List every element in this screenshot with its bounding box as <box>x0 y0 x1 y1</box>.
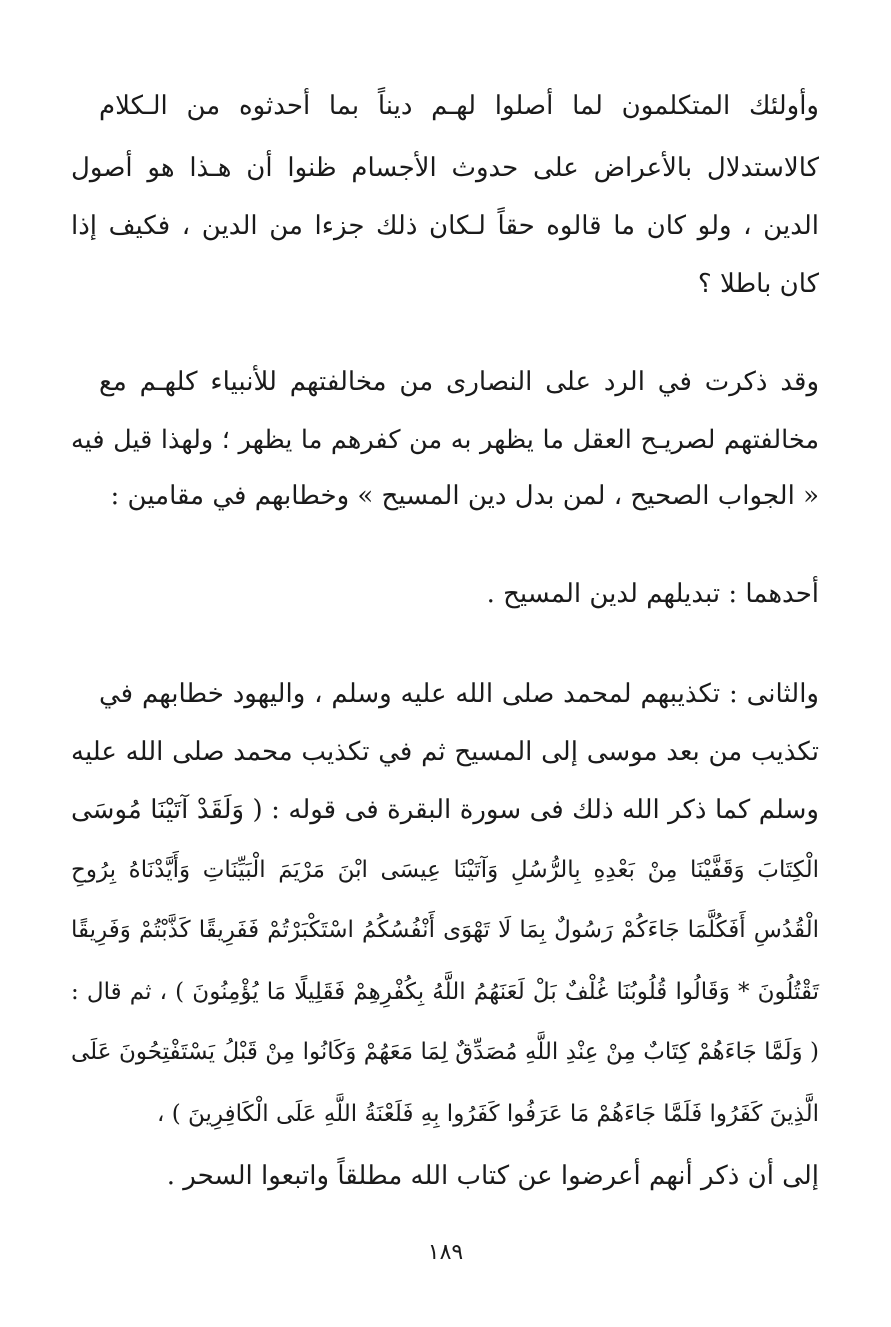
quran-verse-line: الْقُدُسِ أَفَكُلَّمَا جَاءَكُمْ رَسُولٌ بِمَا لَا تَهْوَى أَنْفُسُكُمُ اسْتَكْبَرْتُمْ فَفَرِيقًا كَذَّبْتُمْ وَفَرِيقًا <box>71 917 819 943</box>
text-line: أحدهما : تبديلهم لدين المسيح . <box>486 579 819 609</box>
quran-verse-line: تَقْتُلُونَ * وَقَالُوا قُلُوبُنَا غُلْفٌ بَلْ لَعَنَهُمُ اللَّهُ بِكُفْرِهِمْ فَقَلِيلًا مَا يُؤْمِنُونَ ) ، ثم قال : <box>71 979 819 1005</box>
page-number: ١٨٩ <box>427 1240 464 1265</box>
text-line: كان باطلا ؟ <box>697 269 819 299</box>
text-line: كالاستدلال بالأعراض على حدوث الأجسام ظنوا أن هـذا هو أصول <box>71 153 819 183</box>
quran-verse-line: الْكِتَابَ وَقَفَّيْنَا مِنْ بَعْدِهِ بِالرُّسُلِ وَآتَيْنَا عِيسَى ابْنَ مَرْيَمَ الْبَيِّنَاتِ وَأَيَّدْنَاهُ بِرُوحِ <box>71 857 819 883</box>
text-line: مخالفتهم لصريـح العقل ما يظهر به من كفرهم ما يظهر ؛ ولهذا قيل فيه <box>71 425 819 455</box>
text-line: والثانى : تكذيبهم لمحمد صلى الله عليه وسلم ، واليهود خطابهم في <box>99 679 819 709</box>
text-line: « الجواب الصحيح ، لمن بدل دين المسيح » وخطابهم في مقامين : <box>110 481 819 511</box>
text-line: تكذيب من بعد موسى إلى المسيح ثم في تكذيب محمد صلى الله عليه <box>71 737 819 767</box>
text-line: إلى أن ذكر أنهم أعرضوا عن كتاب الله مطلقاً واتبعوا السحر . <box>166 1161 819 1191</box>
text-line: وسلم كما ذكر الله ذلك فى سورة البقرة فى قوله : ( وَلَقَدْ آتَيْنَا مُوسَى <box>71 795 819 825</box>
text-line: وأولئك المتكلمون لما أصلوا لهـم ديناً بما أحدثوه من الـكلام <box>99 91 819 121</box>
quran-verse-line: ( وَلَمَّا جَاءَهُمْ كِتَابٌ مِنْ عِنْدِ اللَّهِ مُصَدِّقٌ لِمَا مَعَهُمْ وَكَانُوا مِنْ قَبْلُ يَسْتَفْتِحُونَ عَلَى <box>71 1039 819 1065</box>
quran-verse-line: الَّذِينَ كَفَرُوا فَلَمَّا جَاءَهُمْ مَا عَرَفُوا كَفَرُوا بِهِ فَلَعْنَةُ اللَّهِ عَلَى الْكَافِرِينَ ) ، <box>156 1101 819 1127</box>
text-line: وقد ذكرت في الرد على النصارى من مخالفتهم للأنبياء كلهـم مع <box>99 367 819 397</box>
text-line: الدين ، ولو كان ما قالوه حقاً لـكان ذلك جزءا من الدين ، فكيف إذا <box>71 211 819 241</box>
